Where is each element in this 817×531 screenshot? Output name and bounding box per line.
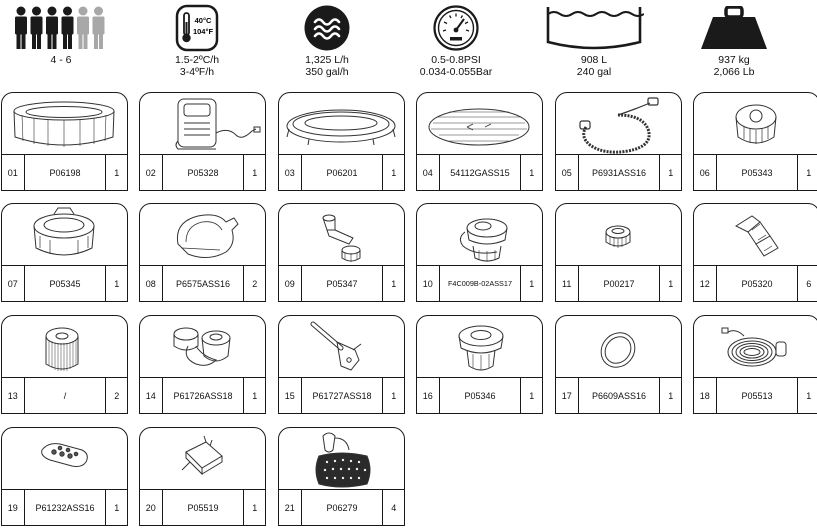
part-number: 12 bbox=[694, 266, 717, 301]
part-card-01 bbox=[1, 92, 128, 191]
part-code: 54112GASS15 bbox=[450, 167, 510, 178]
part-card-11 bbox=[555, 203, 682, 302]
remote-control-icon bbox=[2, 428, 127, 490]
part-code: P06279 bbox=[326, 502, 358, 513]
part-code: P61232ASS16 bbox=[35, 502, 95, 513]
part-number: 13 bbox=[2, 378, 25, 413]
weight-lb: 2,066 Lb bbox=[713, 66, 755, 78]
part-number: 17 bbox=[556, 378, 579, 413]
part-card-17 bbox=[555, 315, 682, 414]
spec-weight bbox=[669, 2, 799, 78]
heating-rate-c: 1.5-2ºC/h bbox=[174, 54, 220, 66]
weight-kg: 937 kg bbox=[718, 54, 750, 66]
part-code: P05347 bbox=[326, 278, 358, 289]
part-card-15 bbox=[278, 315, 405, 414]
spec-capacity bbox=[0, 2, 126, 66]
heating-rate-f: 3-4ºF/h bbox=[179, 66, 215, 78]
part-number: 07 bbox=[2, 266, 25, 301]
connector-valve-icon bbox=[417, 316, 542, 378]
air-valve-icon bbox=[417, 204, 542, 266]
part-qty: 1 bbox=[243, 490, 265, 525]
spec-volume bbox=[529, 2, 659, 78]
part-qty: 1 bbox=[243, 378, 265, 413]
part-qty: 1 bbox=[105, 155, 127, 190]
part-card-09 bbox=[278, 203, 405, 302]
part-number: 16 bbox=[417, 378, 440, 413]
pressure-bar: 0.034-0.055Bar bbox=[419, 66, 493, 78]
valve-cap-icon bbox=[694, 93, 817, 155]
part-card-05 bbox=[555, 92, 682, 191]
part-qty: 2 bbox=[105, 378, 127, 413]
part-number: 20 bbox=[140, 490, 163, 525]
part-number: 05 bbox=[556, 155, 579, 190]
part-number: 06 bbox=[694, 155, 717, 190]
part-qty: 1 bbox=[243, 155, 265, 190]
part-code: P05345 bbox=[49, 278, 81, 289]
spa-tub-icon bbox=[2, 93, 127, 155]
part-number: 10 bbox=[417, 266, 440, 301]
people-capacity-icon bbox=[0, 2, 126, 54]
pressure-gauge-icon bbox=[391, 2, 521, 54]
pump-unit-icon bbox=[140, 93, 265, 155]
part-number: 01 bbox=[2, 155, 25, 190]
buckle-icon bbox=[694, 204, 817, 266]
ground-cloth-icon bbox=[279, 93, 404, 155]
part-card-20 bbox=[139, 427, 266, 526]
part-qty: 1 bbox=[520, 266, 542, 301]
part-code: P06201 bbox=[326, 167, 358, 178]
part-card-04 bbox=[416, 92, 543, 191]
rcd-cable-icon bbox=[694, 316, 817, 378]
part-qty: 4 bbox=[382, 490, 404, 525]
part-qty: 1 bbox=[797, 378, 817, 413]
part-qty: 1 bbox=[382, 155, 404, 190]
drain-tool-icon bbox=[279, 316, 404, 378]
part-card-03 bbox=[278, 92, 405, 191]
filter-housing-icon bbox=[2, 204, 127, 266]
part-code: / bbox=[63, 390, 67, 401]
volume-l: 908 L bbox=[580, 54, 608, 66]
part-card-02 bbox=[139, 92, 266, 191]
spec-flow bbox=[262, 2, 392, 78]
part-card-14 bbox=[139, 315, 266, 414]
icon-temp-c: 40°C bbox=[194, 16, 212, 25]
volume-gal: 240 gal bbox=[576, 66, 612, 78]
part-qty: 1 bbox=[659, 155, 681, 190]
part-number: 08 bbox=[140, 266, 163, 301]
spec-heating bbox=[132, 2, 262, 78]
part-qty: 2 bbox=[243, 266, 265, 301]
part-card-16 bbox=[416, 315, 543, 414]
part-number: 04 bbox=[417, 155, 440, 190]
part-number: 03 bbox=[279, 155, 302, 190]
flow-gph: 350 gal/h bbox=[305, 66, 349, 78]
strap-clip-icon bbox=[140, 204, 265, 266]
headrest-icon bbox=[279, 428, 404, 490]
part-qty: 1 bbox=[382, 378, 404, 413]
part-code: P61727ASS18 bbox=[312, 390, 372, 401]
part-qty: 1 bbox=[520, 155, 542, 190]
part-code: F4C009B-02ASS17 bbox=[447, 279, 513, 289]
part-card-06 bbox=[693, 92, 817, 191]
part-qty: 6 bbox=[797, 266, 817, 301]
part-card-13 bbox=[1, 315, 128, 414]
part-card-21 bbox=[278, 427, 405, 526]
o-ring-icon bbox=[556, 316, 681, 378]
spec-pressure bbox=[391, 2, 521, 78]
part-code: P61726ASS18 bbox=[173, 390, 233, 401]
part-qty: 1 bbox=[797, 155, 817, 190]
capacity-value: 4 - 6 bbox=[50, 54, 72, 66]
part-qty: 1 bbox=[659, 266, 681, 301]
adapter-icon bbox=[279, 204, 404, 266]
part-number: 09 bbox=[279, 266, 302, 301]
part-code: P6609ASS16 bbox=[591, 390, 647, 401]
part-qty: 1 bbox=[520, 378, 542, 413]
part-code: P06198 bbox=[49, 167, 81, 178]
cover-icon bbox=[417, 93, 542, 155]
part-card-08 bbox=[139, 203, 266, 302]
part-code: P05346 bbox=[464, 390, 496, 401]
part-card-07 bbox=[1, 203, 128, 302]
part-number: 19 bbox=[2, 490, 25, 525]
part-code: P05513 bbox=[741, 390, 773, 401]
part-card-10 bbox=[416, 203, 543, 302]
inflation-hose-icon bbox=[556, 93, 681, 155]
water-flow-icon bbox=[262, 2, 392, 54]
part-number: 02 bbox=[140, 155, 163, 190]
part-code: P05343 bbox=[741, 167, 773, 178]
part-card-18 bbox=[693, 315, 817, 414]
flow-lph: 1,325 L/h bbox=[305, 54, 349, 66]
part-qty: 1 bbox=[105, 490, 127, 525]
part-number: 21 bbox=[279, 490, 302, 525]
filter-valve-assembly-icon bbox=[140, 316, 265, 378]
part-card-12 bbox=[693, 203, 817, 302]
part-code: P05328 bbox=[187, 167, 219, 178]
part-code: P6931ASS16 bbox=[591, 167, 647, 178]
part-qty: 1 bbox=[105, 266, 127, 301]
part-code: P00217 bbox=[603, 278, 635, 289]
icon-temp-f: 104°F bbox=[192, 27, 214, 36]
part-number: 15 bbox=[279, 378, 302, 413]
plug-adapter-icon bbox=[140, 428, 265, 490]
part-number: 11 bbox=[556, 266, 579, 301]
weight-icon bbox=[669, 2, 799, 54]
part-code: P05320 bbox=[741, 278, 773, 289]
part-qty: 1 bbox=[659, 378, 681, 413]
part-code: P05519 bbox=[187, 502, 219, 513]
filter-cartridge-icon bbox=[2, 316, 127, 378]
plug-cap-icon bbox=[556, 204, 681, 266]
part-number: 18 bbox=[694, 378, 717, 413]
thermometer-icon bbox=[132, 2, 262, 54]
part-code: P6575ASS16 bbox=[175, 278, 231, 289]
part-card-19 bbox=[1, 427, 128, 526]
pressure-psi: 0.5-0.8PSI bbox=[431, 54, 481, 66]
part-number: 14 bbox=[140, 378, 163, 413]
part-qty: 1 bbox=[382, 266, 404, 301]
water-volume-icon bbox=[529, 2, 659, 54]
